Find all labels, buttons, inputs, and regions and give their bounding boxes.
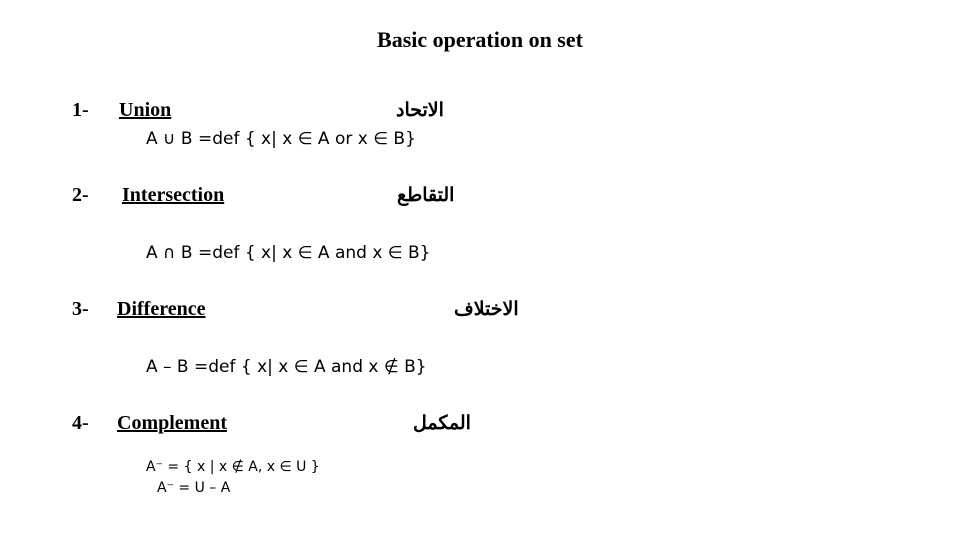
complement-formula-alt: A⁻ = U – A (157, 480, 231, 496)
intersection-arabic-label: التقاطع (397, 185, 455, 206)
union-heading: Union (119, 99, 172, 121)
difference-heading: Difference (117, 298, 206, 320)
item-number-3: 3- (72, 298, 89, 320)
item-number-2: 2- (72, 184, 89, 206)
intersection-heading: Intersection (122, 184, 225, 206)
union-formula: A ∪ B =def { x| x ∈ A or x ∈ B} (146, 129, 416, 149)
union-arabic-label: الاتحاد (396, 100, 444, 121)
difference-arabic-label: الاختلاف (454, 299, 519, 320)
complement-formula: A⁻ = { x | x ∉ A, x ∈ U } (146, 459, 320, 475)
slide-title: Basic operation on set (377, 27, 583, 52)
complement-arabic-label: المكمل (413, 413, 471, 434)
item-number-1: 1- (72, 99, 89, 121)
item-number-4: 4- (72, 412, 89, 434)
complement-heading: Complement (117, 412, 227, 434)
intersection-formula: A ∩ B =def { x| x ∈ A and x ∈ B} (146, 243, 431, 263)
difference-formula: A – B =def { x| x ∈ A and x ∉ B} (146, 357, 427, 377)
